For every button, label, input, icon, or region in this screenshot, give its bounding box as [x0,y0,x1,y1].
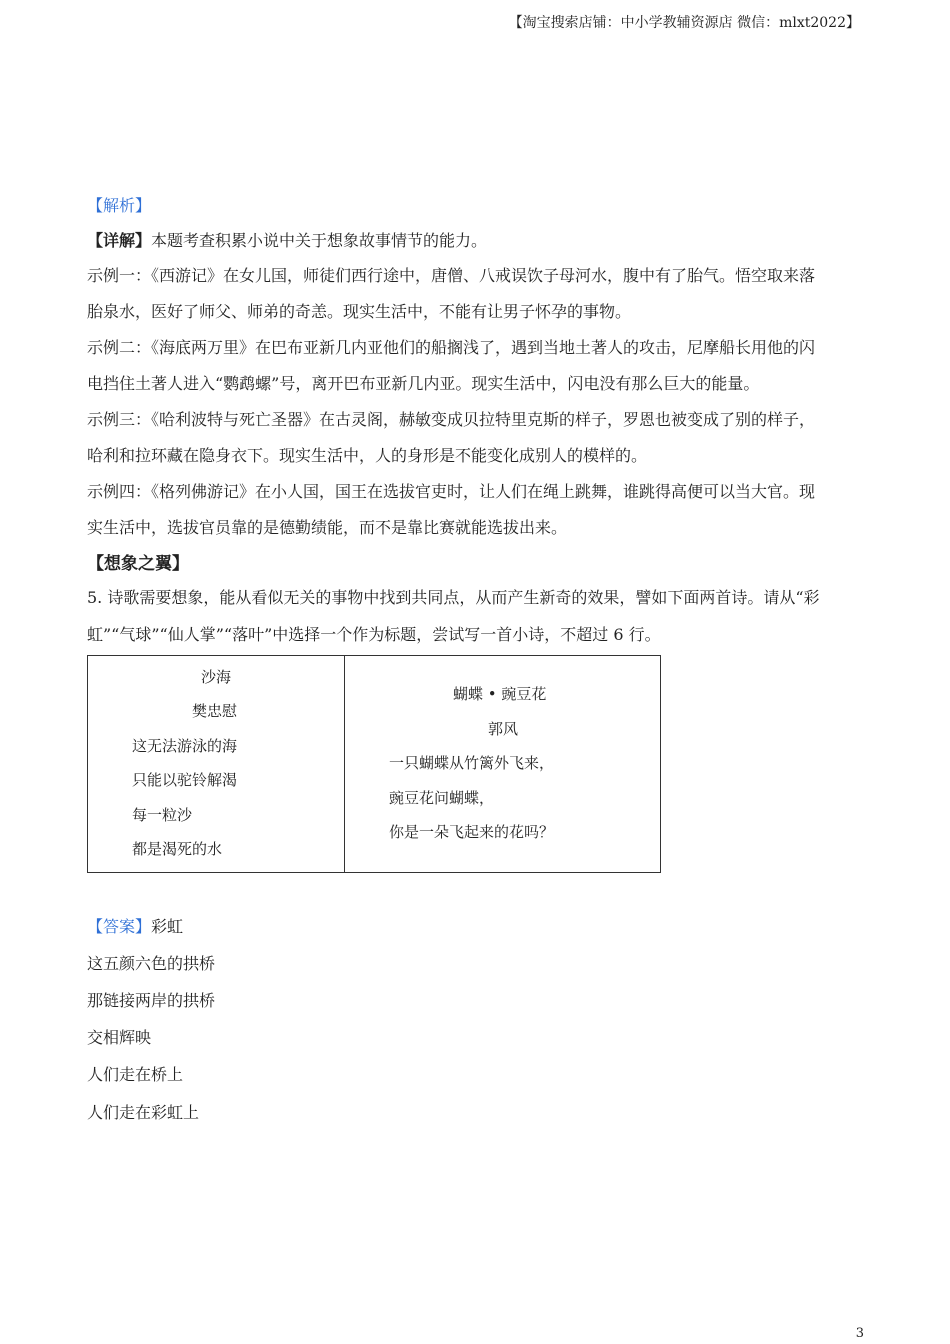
analysis-line: 电挡住土著人进入“鹦鹉螺”号，离开巴布亚新几内亚。现实生活中，闪电没有那么巨大的能量。 [87,374,760,393]
answer-line: 交相辉映 [87,1028,152,1047]
poem-right [345,656,660,872]
answer-label: 【答案】 [87,917,152,936]
poem-title: 沙海 [201,668,232,686]
poem-line: 这无法游泳的海 [132,737,238,755]
answer-line: 人们走在彩虹上 [87,1103,200,1122]
poem-line: 豌豆花问蝴蝶， [389,789,495,807]
poems-table [87,655,661,873]
question-line: 5. 诗歌需要想象，能从看似无关的事物中找到共同点，从而产生新奇的效果，譬如下面两首诗。请从“彩 [87,588,820,607]
poem-line: 都是渴死的水 [132,840,223,858]
page-number: 3 [855,1326,864,1341]
poem-line: 一只蝴蝶从竹篱外飞来， [389,754,555,772]
answer-line: 这五颜六色的拱桥 [87,954,216,973]
detail-label: 【详解】 [87,231,152,250]
analysis-line: 哈利和拉环藏在隐身衣下。现实生活中，人的身形是不能变化成别人的模样的。 [87,446,648,465]
analysis-line: 示例一：《西游记》在女儿国，师徒们西行途中，唐僧、八戒误饮子母河水，腹中有了胎气。悟空取来落 [87,266,816,285]
header-note: 【淘宝搜索店铺：中小学教辅资源店 微信：mlxt2022】 [508,15,860,31]
poem-line: 每一粒沙 [132,806,193,824]
poem-author: 樊忠慰 [192,702,238,720]
analysis-line: 示例二：《海底两万里》在巴布亚新几内亚他们的船搁浅了，遇到当地土著人的攻击，尼摩船长用他的闪 [87,338,816,357]
analysis-line: 示例三：《哈利波特与死亡圣器》在古灵阁，赫敏变成贝拉特里克斯的样子，罗恩也被变成了别的样子， [87,410,816,429]
answer-title: 彩虹 [151,917,184,936]
section-title: 【想象之翼】 [87,554,189,574]
analysis-line: 示例四：《格列佛游记》在小人国，国王在选拔官吏时，让人们在绳上跳舞，谁跳得高便可以当大官。现 [87,482,816,501]
question-line: 虹”“气球”“仙人掌”“落叶”中选择一个作为标题，尝试写一首小诗，不超过 6 行。 [87,625,661,644]
answer-line: 那链接两岸的拱桥 [87,991,216,1010]
analysis-line: 实生活中，选拔官员靠的是德勤绩能，而不是靠比赛就能选拔出来。 [87,518,568,537]
poem-line: 你是一朵飞起来的花吗？ [389,823,555,841]
analysis-label: 【解析】 [87,196,152,215]
poem-left [88,656,345,872]
detail-text: 本题考查积累小说中关于想象故事情节的能力。 [151,231,488,250]
poem-title: 蝴蝶 • 豌豆花 [453,685,547,703]
analysis-line: 胎泉水，医好了师父、师弟的奇恙。现实生活中，不能有让男子怀孕的事物。 [87,302,632,321]
detail-paragraph [87,228,487,251]
answer-heading [87,914,183,937]
poem-author: 郭风 [488,720,519,738]
poem-line: 只能以驼铃解渴 [132,771,238,789]
answer-line: 人们走在桥上 [87,1065,184,1084]
